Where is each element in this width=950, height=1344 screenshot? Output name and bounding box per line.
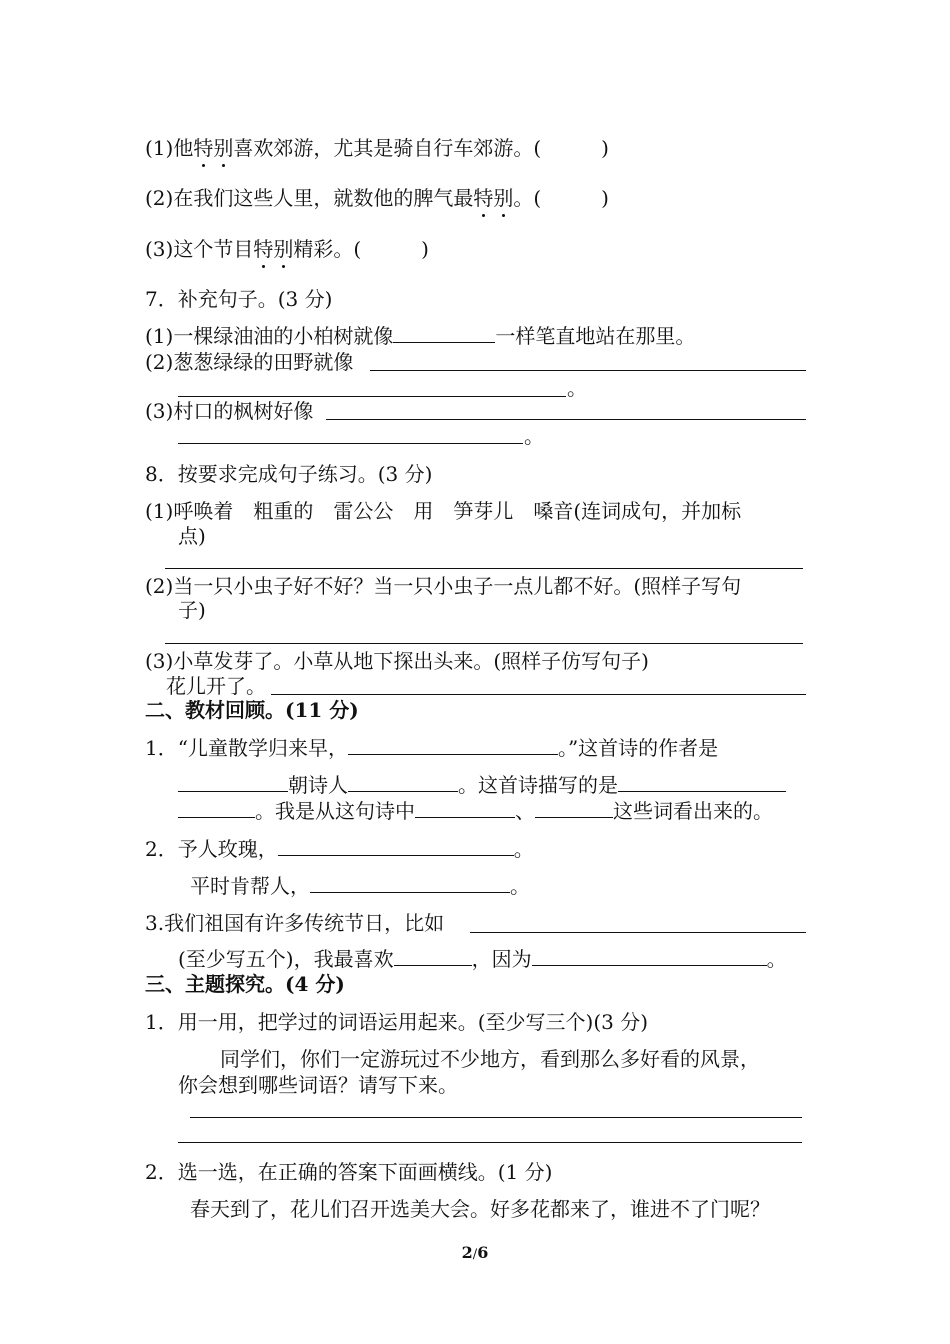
q6-sentence-3: (3)这个节目特别精彩。( ) — [145, 237, 429, 261]
sec2-q3-line-1: 3.我们祖国有许多传统节日，比如 — [145, 911, 445, 935]
answer-line[interactable] — [271, 694, 806, 695]
sec3-q1-title: 1．用一用，把学过的词语运用起来。(至少写三个)(3 分) — [145, 1010, 649, 1034]
answer-blank[interactable] — [278, 837, 514, 856]
sec2-q2-line-2: 平时肯帮人， 。 — [190, 874, 530, 898]
answer-blank[interactable] — [348, 736, 558, 755]
q7-sentence-2: (2)葱葱绿绿的田野就像 — [145, 350, 354, 374]
sec3-q2-title: 2．选一选，在正确的答案下面画横线。(1 分) — [145, 1160, 553, 1184]
emphasis-char: 别 — [493, 186, 514, 210]
answer-line[interactable] — [178, 443, 523, 444]
emphasis-char: 别 — [213, 136, 234, 160]
answer-blank[interactable] — [178, 799, 255, 818]
emphasis-char: 特 — [193, 136, 214, 160]
emphasis-char: 特 — [473, 186, 494, 210]
sec2-q2-line-1: 2．予人玫瑰， 。 — [145, 837, 534, 861]
sec2-q1-line-3: 。我是从这句诗中 、 这些词看出来的。 — [178, 798, 773, 824]
answer-blank[interactable] — [535, 799, 613, 818]
sec3-q1-prompt-2: 你会想到哪些词语？请写下来。 — [178, 1073, 458, 1097]
q6-sentence-2: (2)在我们这些人里，就数他的脾气最特别。( ) — [145, 186, 609, 210]
worksheet-page: (1)他特别喜欢郊游，尤其是骑自行车郊游。( ) (2)在我们这些人里，就数他的脾气最特别。( ) (3)这个节目特别精彩。( ) 7．补充句子。(3 分) (1)一棵绿油油的小柏树就像 一样笔直地站在那里。 (2)葱葱绿绿的田野就像 。 (3)村口的枫树好像 。 8．按要求完成句子练习。(3 分) (1)呼唤着 粗重的 雷公公 用 笋芽儿 嗓音(连词成句，并加标 点) (2)当一只小虫子好不好？当一只小虫子一点儿都不好。(照样子写句 子) (3)小草发芽了。小草从地下探出头来。(照样子仿写句子) 花儿开了。 二、教材回顾。(11 分) 1．“儿童散学归来早， 。”这首诗的作者是 朝诗人 。这首诗描写的是 。我是从这句诗中 、 这些词看出来的。 2．予人玫瑰， 。 平时肯帮人， 。 3.我们祖国有许多传统节日，比如 (至少写五个)，我最喜欢 ，因为 。 三、主题探究。(4 分) 1．用一用，把学过的词语运用起来。(至少写三个)(3 分) 同学们，你们一定游玩过不少地方，看到那么多好看的风景， 你会想到哪些词语？请写下来。 2．选一选，在正确的答案下面画横线。(1 分) 春天到了，花儿们召开选美大会。好多花都来了，谁进不了门呢？ 2/6 — [0, 0, 950, 1344]
answer-line[interactable] — [370, 370, 806, 371]
answer-line[interactable] — [165, 568, 803, 569]
answer-line[interactable] — [326, 419, 806, 420]
section-3-title: 三、主题探究。(4 分) — [145, 972, 345, 996]
emphasis-char: 别 — [273, 237, 294, 261]
answer-blank[interactable] — [532, 947, 767, 966]
sec2-q1-line-2: 朝诗人 。这首诗描写的是 — [178, 772, 786, 798]
q8-sentence-1: (1)呼唤着 粗重的 雷公公 用 笋芽儿 嗓音(连词成句，并加标 — [145, 499, 742, 523]
answer-blank[interactable] — [348, 773, 458, 792]
answer-line[interactable] — [178, 1142, 802, 1143]
answer-blank[interactable] — [415, 799, 515, 818]
sec3-q1-prompt-1: 同学们，你们一定游玩过不少地方，看到那么多好看的风景， — [220, 1047, 760, 1071]
answer-blank[interactable] — [618, 773, 786, 792]
sec2-q1-line-1: 1．“儿童散学归来早， 。”这首诗的作者是 — [145, 736, 719, 760]
sec3-q2-passage: 春天到了，花儿们召开选美大会。好多花都来了，谁进不了门呢？ — [190, 1197, 770, 1221]
sec2-q3-line-2: (至少写五个)，我最喜欢 ，因为 。 — [178, 947, 787, 971]
q7-sentence-3: (3)村口的枫树好像 — [145, 399, 314, 423]
answer-blank[interactable] — [393, 324, 495, 343]
answer-line[interactable] — [178, 396, 566, 397]
q8-sentence-3: (3)小草发芽了。小草从地下探出头来。(照样子仿写句子) — [145, 649, 649, 673]
q7-sentence-1: (1)一棵绿油油的小柏树就像 一样笔直地站在那里。 — [145, 324, 696, 348]
q8-title: 8．按要求完成句子练习。(3 分) — [145, 462, 433, 486]
answer-blank[interactable] — [394, 947, 472, 966]
page-number: 2/6 — [461, 1243, 489, 1262]
answer-blank[interactable] — [310, 874, 510, 893]
q7-title: 7．补充句子。(3 分) — [145, 287, 333, 311]
q8-sentence-2: (2)当一只小虫子好不好？当一只小虫子一点儿都不好。(照样子写句 — [145, 574, 742, 598]
emphasis-char: 特 — [253, 237, 274, 261]
answer-line[interactable] — [165, 643, 803, 644]
section-2-title: 二、教材回顾。(11 分) — [145, 698, 359, 722]
answer-line[interactable] — [190, 1117, 802, 1118]
answer-blank[interactable] — [178, 773, 288, 792]
answer-line[interactable] — [470, 932, 806, 933]
q6-sentence-1: (1)他特别喜欢郊游，尤其是骑自行车郊游。( ) — [145, 136, 609, 160]
